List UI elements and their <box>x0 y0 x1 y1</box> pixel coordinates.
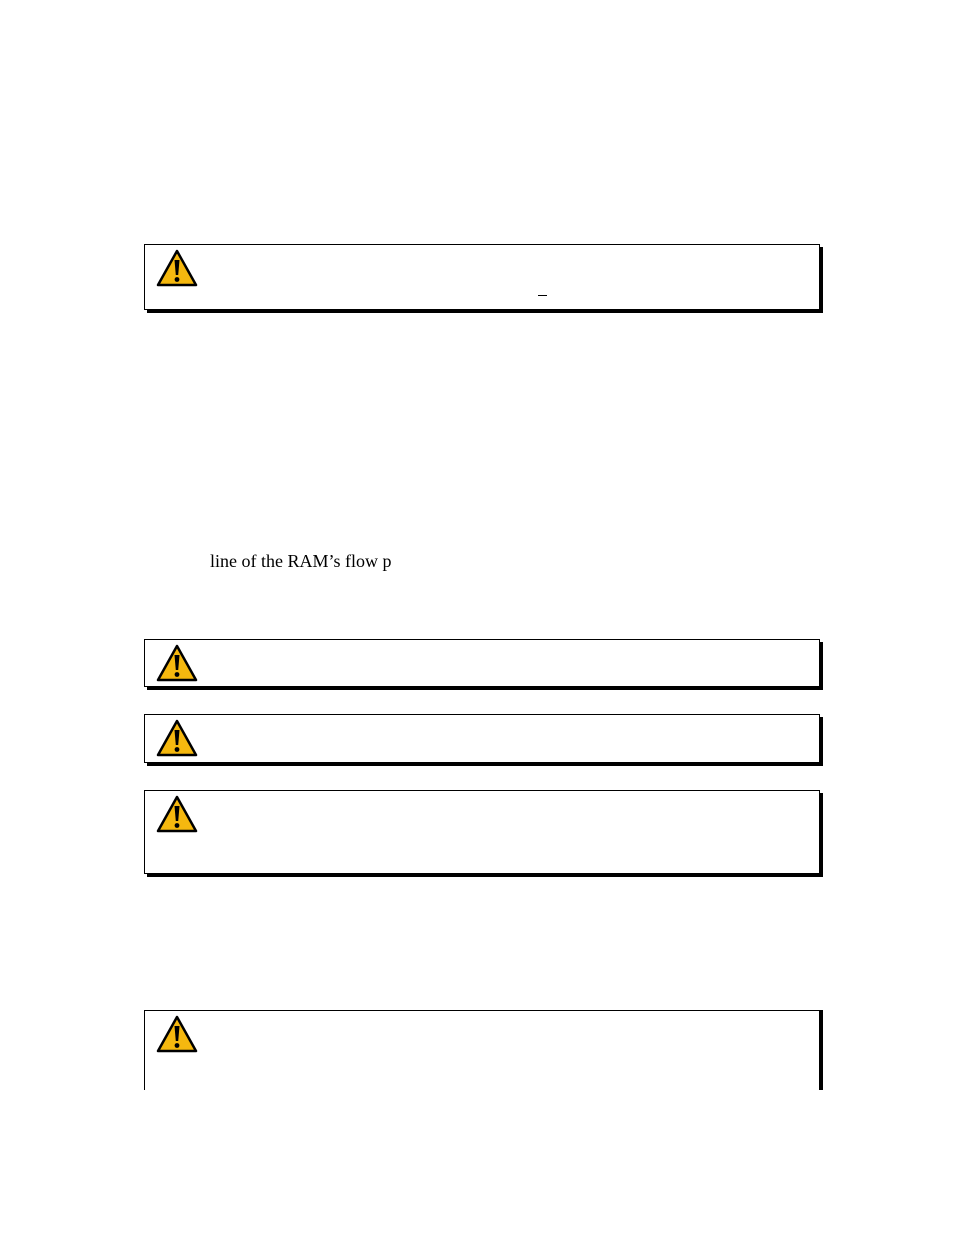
dash-mark <box>538 295 547 296</box>
warning-triangle-icon <box>155 248 199 288</box>
warning-box-3 <box>144 714 820 763</box>
warning-triangle-icon <box>155 1014 199 1054</box>
warning-box-5 <box>144 1010 820 1090</box>
warning-box-1 <box>144 244 820 310</box>
warning-box-4 <box>144 790 820 874</box>
body-text-fragment: line of the RAM’s flow p <box>210 551 392 571</box>
warning-triangle-icon <box>155 643 199 683</box>
warning-triangle-icon <box>155 794 199 834</box>
warning-triangle-icon <box>155 718 199 758</box>
warning-box-2 <box>144 639 820 687</box>
